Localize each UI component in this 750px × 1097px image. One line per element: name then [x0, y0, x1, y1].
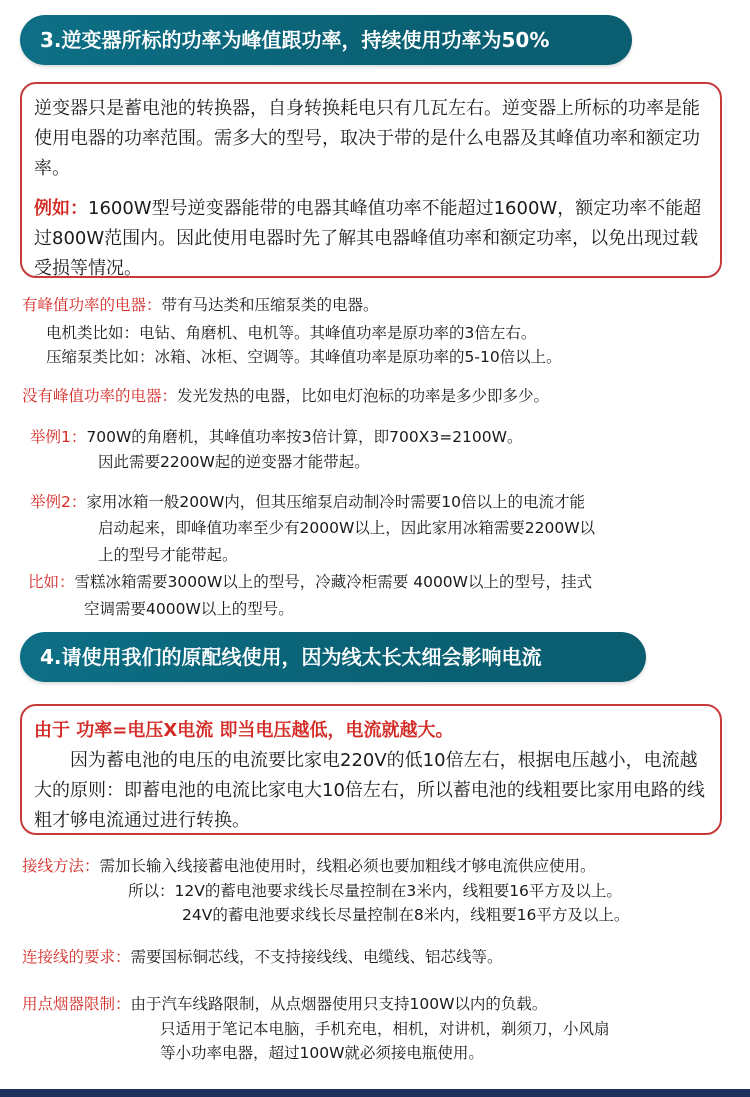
peak-compressor-line: 压缩泵类比如：冰箱、冰柜、空调等。其峰值功率是原功率的5-10倍以上。: [46, 348, 562, 366]
no-peak-label: 没有峰值功率的电器：: [22, 387, 178, 405]
wire-requirement-row: [22, 945, 503, 969]
section4-info-box: [20, 704, 722, 835]
no-peak-row: [22, 384, 549, 408]
example3-row: [28, 570, 592, 594]
section3-example: [34, 194, 708, 284]
example-label: 例如：: [34, 198, 88, 219]
example2-label: 举例2：: [30, 493, 87, 511]
example3-line1: 雪糕冰箱需要3000W以上的型号，冷藏冷柜需要 4000W以上的型号，挂式: [74, 573, 592, 591]
wiring-text: 需加长输入线接蓄电池使用时，线粗必须也要加粗线才够电流供应使用。: [99, 857, 596, 875]
example2-line3: 上的型号才能带起。: [98, 546, 238, 564]
lighter-limit-line1: 由于汽车线路限制，从点烟器使用只支持100W以内的负载。: [130, 995, 548, 1013]
peak-power-row: [22, 293, 379, 317]
wire-requirement-label: 连接线的要求：: [22, 948, 131, 966]
example3-label: 比如：: [28, 573, 75, 591]
example1-line1: 700W的角磨机，其峰值功率按3倍计算，即700X3=2100W。: [86, 428, 523, 446]
example-text: 1600W型号逆变器能带的电器其峰值功率不能超过1600W，额定功率不能超过800W范围内。因此使用电器时先了解其电器峰值功率和额定功率，以免出现过载受损等情况。: [34, 198, 702, 279]
peak-motor-line: 电机类比如：电钻、角磨机、电机等。其峰值功率是原功率的3倍左右。: [46, 324, 537, 342]
wire-requirement-text: 需要国标铜芯线，不支持接线线、电缆线、铝芯线等。: [130, 948, 503, 966]
example2-row: [30, 490, 585, 514]
lighter-limit-row: [22, 992, 547, 1016]
wiring-24v-line: 24V的蓄电池要求线长尽量控制在8米内，线粗要16平方及以上。: [182, 906, 630, 924]
example1-line2: 因此需要2200W起的逆变器才能带起。: [98, 453, 370, 471]
lighter-limit-line3: 等小功率电器，超过100W就必须接电瓶使用。: [160, 1044, 484, 1062]
wiring-label: 接线方法：: [22, 857, 100, 875]
section3-banner: 3.逆变器所标的功率为峰值跟功率，持续使用功率为50%: [20, 15, 632, 65]
wiring-12v-line: 所以：12V的蓄电池要求线长尽量控制在3米内，线粗要16平方及以上。: [128, 882, 622, 900]
section4-paragraph: 因为蓄电池的电压的电流要比家电220V的低10倍左右，根据电压越小，电流越大的原则：即蓄电池的电流比家电大10倍左右，所以蓄电池的线粗要比家用电路的线粗才够电流通过进行转换。: [34, 750, 705, 831]
peak-power-text: 带有马达类和压缩泵类的电器。: [161, 296, 379, 314]
wiring-row: [22, 854, 596, 878]
lighter-limit-line2: 只适用于笔记本电脑，手机充电，相机，对讲机，剃须刀，小风扇: [160, 1020, 610, 1038]
section4-headline: 由于 功率=电压X电流 即当电压越低，电流就越大。: [34, 720, 454, 741]
no-peak-text: 发光发热的电器，比如电灯泡标的功率是多少即多少。: [177, 387, 550, 405]
section4-banner: 4.请使用我们的原配线使用，因为线太长太细会影响电流: [20, 632, 646, 682]
lighter-limit-label: 用点烟器限制：: [22, 995, 131, 1013]
section3-paragraph: 逆变器只是蓄电池的转换器，自身转换耗电只有几瓦左右。逆变器上所标的功率是能使用电器的功率范围。需多大的型号，取决于带的是什么电器及其峰值功率和额定功率。: [34, 98, 700, 179]
footer-bar: [0, 1089, 750, 1097]
example2-line2: 启动起来，即峰值功率至少有2000W以上，因此家用冰箱需要2200W以: [98, 519, 596, 537]
example1-row: [30, 425, 522, 449]
section3-info-box: [20, 82, 722, 278]
example1-label: 举例1：: [30, 428, 87, 446]
example2-line1: 家用冰箱一般200W内，但其压缩泵启动制冷时需要10倍以上的电流才能: [86, 493, 586, 511]
peak-power-label: 有峰值功率的电器：: [22, 296, 162, 314]
example3-line2: 空调需要4000W以上的型号。: [84, 600, 294, 618]
